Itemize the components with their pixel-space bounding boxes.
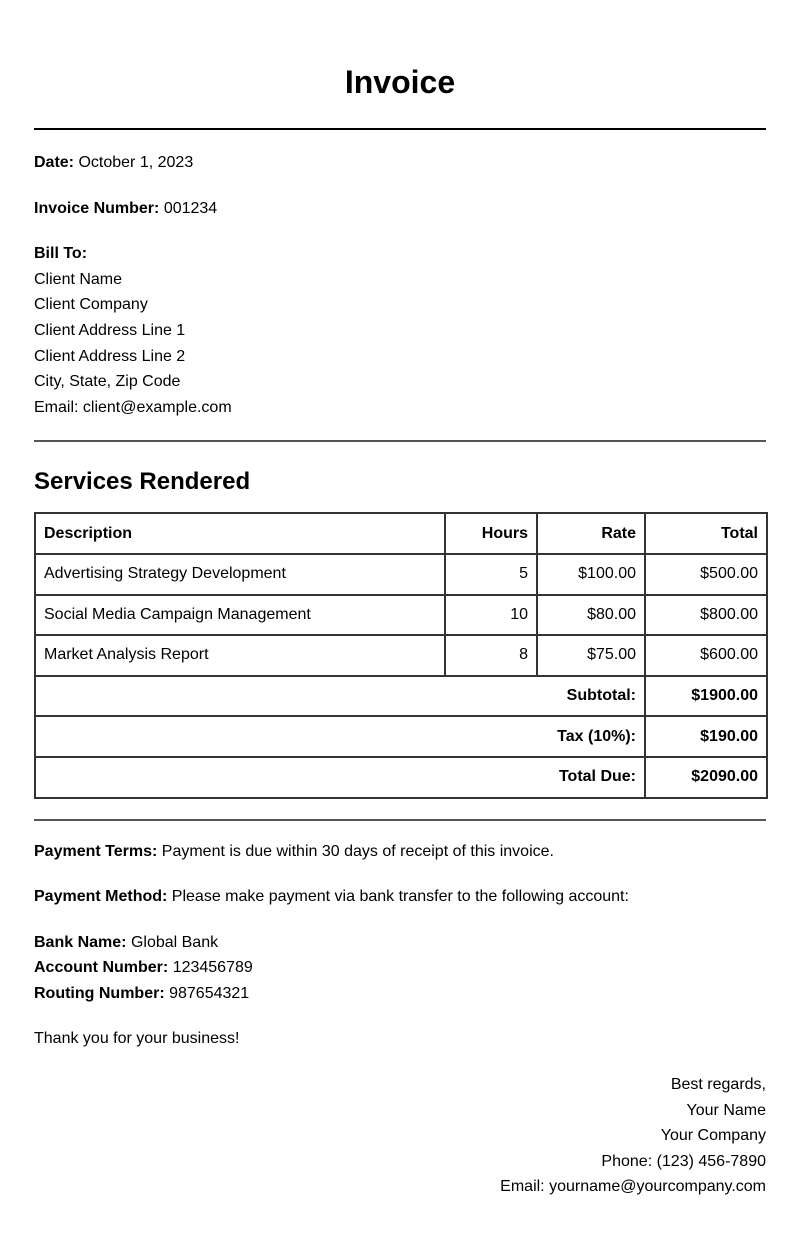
- bill-to-label: Bill To:: [34, 245, 88, 263]
- signature-phone: Phone: (123) 456-7890: [601, 1152, 766, 1170]
- divider: [34, 440, 766, 442]
- invoice-number-label: Invoice Number:: [34, 199, 160, 217]
- subtotal-label: Subtotal:: [35, 676, 645, 717]
- payment-method-label: Payment Method:: [34, 888, 168, 906]
- bank-name-value: Global Bank: [130, 933, 219, 951]
- signature-name: Your Name: [686, 1101, 766, 1119]
- tax-row: [35, 716, 767, 757]
- divider: [34, 128, 766, 130]
- row-hours: 5: [445, 554, 537, 595]
- payment-method: [34, 884, 766, 910]
- thank-you-note: Thank you for your business!: [34, 1030, 240, 1048]
- bill-to-line: Email: client@example.com: [34, 398, 232, 416]
- bank-details: [34, 930, 766, 1007]
- column-header-hours: Hours: [445, 513, 537, 554]
- signature-company: Your Company: [660, 1127, 766, 1145]
- signature-email: Email: yourname@yourcompany.com: [500, 1178, 766, 1196]
- routing-number: [34, 981, 766, 1007]
- tax-value: $190.00: [645, 716, 767, 757]
- account-number-label: Account Number:: [34, 959, 169, 977]
- row-total: $500.00: [645, 554, 767, 595]
- account-number: [34, 955, 766, 981]
- row-rate: $100.00: [537, 554, 645, 595]
- services-table: [34, 512, 768, 798]
- routing-number-value: 987654321: [169, 984, 250, 1002]
- row-hours: 8: [445, 635, 537, 676]
- bill-to-line: Client Address Line 2: [34, 347, 186, 365]
- total-due-label: Total Due:: [35, 757, 645, 798]
- date-label: Date:: [34, 154, 75, 171]
- routing-number-label: Routing Number:: [34, 984, 165, 1002]
- invoice-date: [34, 150, 766, 176]
- bill-to-line: Client Company: [34, 296, 148, 314]
- row-description: Market Analysis Report: [35, 635, 445, 676]
- row-rate: $80.00: [537, 595, 645, 636]
- column-header-rate: Rate: [537, 513, 645, 554]
- row-description: Advertising Strategy Development: [35, 554, 445, 595]
- table-row: [35, 635, 767, 676]
- column-header-description: Description: [35, 513, 445, 554]
- bill-to-line: Client Name: [34, 270, 123, 288]
- row-rate: $75.00: [537, 635, 645, 676]
- row-hours: 10: [445, 595, 537, 636]
- table-header-row: [35, 513, 767, 554]
- row-total: $800.00: [645, 595, 767, 636]
- date-value: October 1, 2023: [78, 154, 194, 171]
- row-description: Social Media Campaign Management: [35, 595, 445, 636]
- subtotal-row: [35, 676, 767, 717]
- table-row: [35, 554, 767, 595]
- signature-closing: Best regards,: [670, 1076, 766, 1094]
- bank-name-label: Bank Name:: [34, 933, 127, 951]
- total-due-row: [35, 757, 767, 798]
- payment-terms: [34, 839, 766, 865]
- tax-label: Tax (10%):: [35, 716, 645, 757]
- invoice-page: [34, 0, 766, 1200]
- row-total: $600.00: [645, 635, 767, 676]
- page-title: Invoice: [344, 64, 456, 100]
- table-row: [35, 595, 767, 636]
- subtotal-value: $1900.00: [645, 676, 767, 717]
- bank-name: [34, 930, 766, 956]
- payment-terms-value: Payment is due within 30 days of receipt of this invoice.: [161, 842, 554, 860]
- total-due-value: $2090.00: [645, 757, 767, 798]
- signature-block: [34, 1072, 766, 1200]
- bill-to-line: Client Address Line 1: [34, 321, 186, 339]
- services-heading: Services Rendered: [34, 468, 251, 496]
- payment-method-value: Please make payment via bank transfer to the following account:: [171, 888, 629, 906]
- payment-terms-label: Payment Terms:: [34, 842, 158, 860]
- account-number-value: 123456789: [172, 959, 253, 977]
- invoice-number: [34, 196, 766, 222]
- bill-to: [34, 241, 766, 420]
- invoice-number-value: 001234: [163, 199, 218, 217]
- divider: [34, 819, 766, 821]
- bill-to-line: City, State, Zip Code: [34, 373, 181, 391]
- column-header-total: Total: [645, 513, 767, 554]
